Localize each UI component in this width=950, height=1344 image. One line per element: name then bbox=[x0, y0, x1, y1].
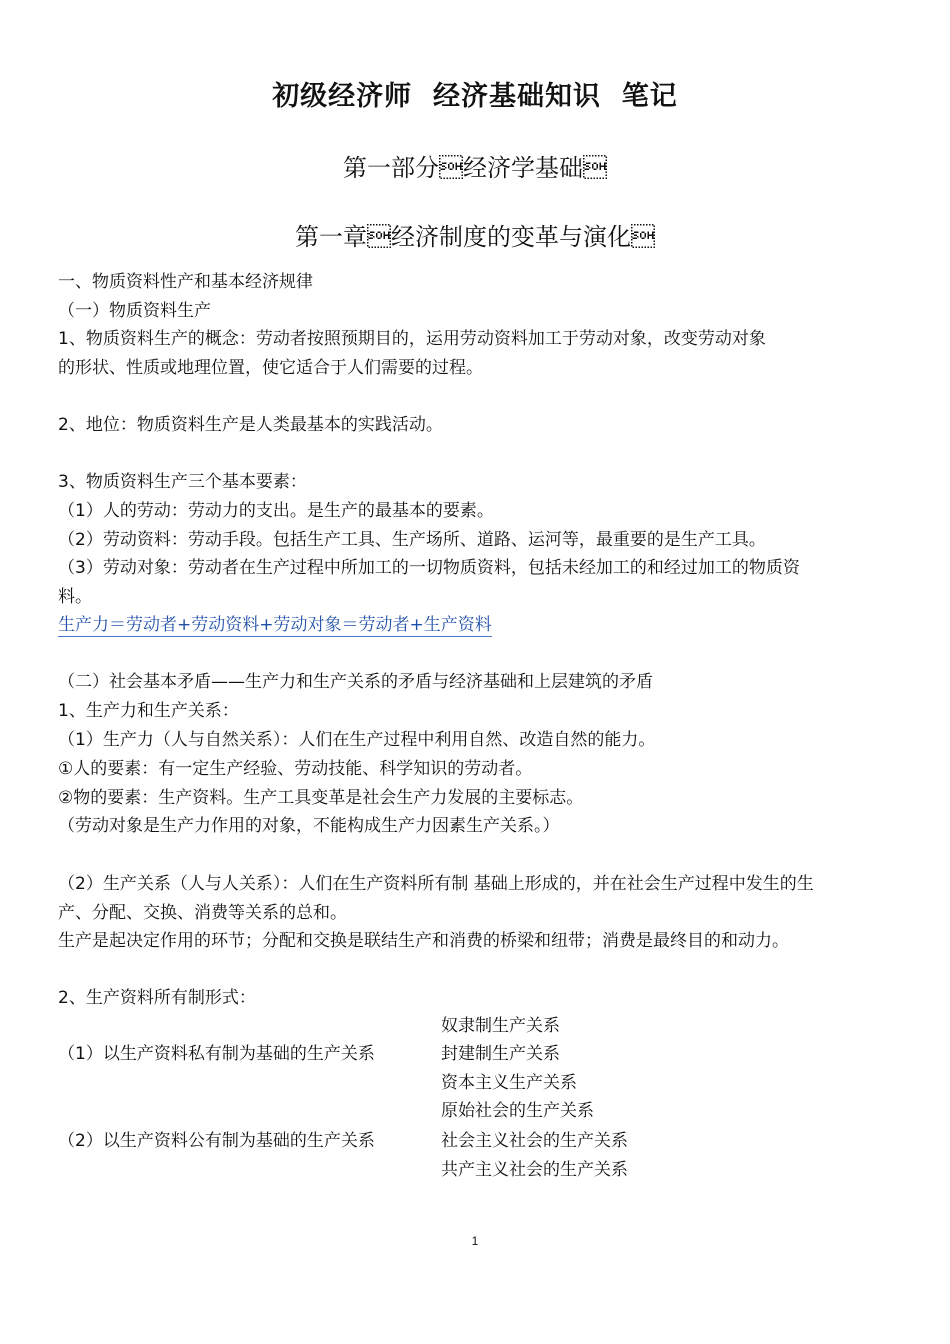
paragraph-line: 产、分配、交换、消费等关系的总和。 bbox=[58, 903, 347, 923]
paragraph-line: 的形状、性质或地理位置，使它适合于人们需要的过程。 bbox=[58, 358, 483, 378]
ownership-private-item: 奴隶制生产关系 bbox=[441, 1016, 560, 1036]
paragraph-line: （劳动对象是生产力作用的对象，不能构成生产力因素生产关系。） bbox=[58, 816, 560, 836]
ownership-public-item: 社会主义社会的生产关系 bbox=[441, 1131, 628, 1151]
paragraph-line: ①人的要素：有一定生产经验、劳动技能、科学知识的劳动者。 bbox=[58, 759, 533, 779]
paragraph-line: （3）劳动对象：劳动者在生产过程中所加工的一切物质资料，包括未经加工的和经过加工的物质资 bbox=[58, 558, 800, 578]
paragraph-line: （1）人的劳动：劳动力的支出。是生产的最基本的要素。 bbox=[58, 501, 494, 521]
ownership-public-item: 共产主义社会的生产关系 bbox=[441, 1160, 628, 1180]
paragraph-line: 2、生产资料所有制形式： bbox=[58, 988, 256, 1008]
part-heading: 第一部分经济学基础 bbox=[343, 154, 607, 182]
section-heading: 一、物质资料性产和基本经济规律 bbox=[58, 272, 313, 292]
ownership-public-label: （2）以生产资料公有制为基础的生产关系 bbox=[58, 1131, 375, 1151]
paragraph-line: ②物的要素：生产资料。生产工具变革是社会生产力发展的主要标志。 bbox=[58, 788, 584, 808]
paragraph-line: 1、物质资料生产的概念：劳动者按照预期目的，运用劳动资料加工于劳动对象，改变劳动对象 bbox=[58, 329, 766, 349]
formula-text: 生产力＝劳动者+劳动资料+劳动对象＝劳动者+生产资料 bbox=[58, 615, 492, 635]
page-number: 1 bbox=[471, 1234, 479, 1248]
paragraph-line: （2）生产关系（人与人关系）：人们在生产资料所有制 基础上形成的，并在社会生产过程中发生的生 bbox=[58, 874, 814, 894]
ownership-public-item: 原始社会的生产关系 bbox=[441, 1101, 594, 1121]
paragraph-line: （1）生产力（人与自然关系）：人们在生产过程中利用自然、改造自然的能力。 bbox=[58, 730, 656, 750]
paragraph-line: 料。 bbox=[58, 587, 92, 607]
paragraph-line: 生产是起决定作用的环节；分配和交换是联结生产和消费的桥梁和纽带；消费是最终目的和动力。 bbox=[58, 931, 789, 951]
chapter-heading: 第一章经济制度的变革与演化 bbox=[295, 223, 655, 251]
ownership-private-label: （1）以生产资料私有制为基础的生产关系 bbox=[58, 1044, 375, 1064]
ownership-private-item: 资本主义生产关系 bbox=[441, 1073, 577, 1093]
paragraph-line: 3、物质资料生产三个基本要素： bbox=[58, 472, 307, 492]
document-title: 初级经济师 经济基础知识 笔记 bbox=[272, 81, 678, 112]
formula-line bbox=[58, 614, 492, 636]
subsection-heading: （一）物质资料生产 bbox=[58, 301, 211, 321]
subsection-heading: （二）社会基本矛盾——生产力和生产关系的矛盾与经济基础和上层建筑的矛盾 bbox=[58, 672, 653, 692]
paragraph-line: 2、地位：物质资料生产是人类最基本的实践活动。 bbox=[58, 415, 443, 435]
paragraph-line: 1、生产力和生产关系： bbox=[58, 701, 239, 721]
ownership-private-item: 封建制生产关系 bbox=[441, 1044, 560, 1064]
paragraph-line: （2）劳动资料：劳动手段。包括生产工具、生产场所、道路、运河等，最重要的是生产工具。 bbox=[58, 530, 766, 550]
